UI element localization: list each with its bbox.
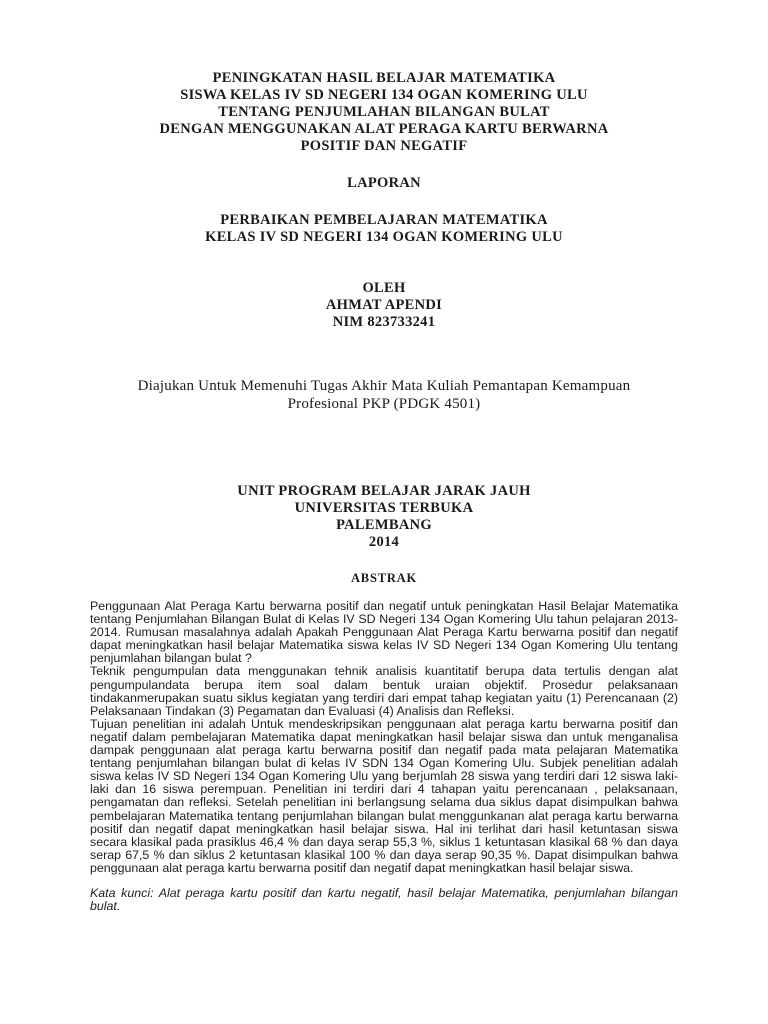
institution-university: UNIVERSITAS TERBUKA bbox=[294, 500, 474, 516]
title-line: POSITIF DAN NEGATIF bbox=[300, 138, 468, 154]
abstract-paragraph: Teknik pengumpulan data menggunakan tehnik analisis kuantitatif berupa data tertulis dengan alat pengumpulandata berupa item soal dalam bentuk uraian objektif. Prosedur pelaksanaan tindakanmerupakan suatu siklus kegiatan yang terdiri dari empat tahap kegiatan yaitu (1) Perencanaan (2) Pelaksanaan Tindakan (3) Pegamatan dan Evaluasi (4) Analisis dan Refleksi. bbox=[90, 664, 678, 718]
submission-line: Profesional PKP (PDGK 4501) bbox=[287, 396, 481, 412]
institution-city: PALEMBANG bbox=[336, 517, 432, 533]
institution-block bbox=[90, 483, 678, 551]
title-line: DENGAN MENGGUNAKAN ALAT PERAGA KARTU BERWARNA bbox=[159, 121, 609, 137]
abstract-paragraph: Penggunaan Alat Peraga Kartu berwarna positif dan negatif untuk peningkatan Hasil Belajar Matematika tentang Penjumlahan Bilangan Bulat di Kelas IV SD Negeri 134 Ogan Komering Ulu tahun pelajaran 2013-2014. Rumusan masalahnya adalah Apakah Penggunaan Alat Peraga Kartu berwarna positif dan negatif dapat meningkatkan hasil belajar Matematika siswa kelas IV SD Negeri 134 Ogan Komering Ulu tentang penjumlahan bilangan bulat ? bbox=[90, 599, 678, 666]
abstract-heading: ABSTRAK bbox=[350, 571, 418, 585]
title-line: SISWA KELAS IV SD NEGERI 134 OGAN KOMERING ULU bbox=[180, 87, 588, 103]
subtitle-line: KELAS IV SD NEGERI 134 OGAN KOMERING ULU bbox=[205, 229, 563, 245]
report-subtitle bbox=[90, 212, 678, 246]
author-by-label: OLEH bbox=[362, 280, 406, 296]
author-name: AHMAT APENDI bbox=[325, 297, 443, 313]
subtitle-line: PERBAIKAN PEMBELAJARAN MATEMATIKA bbox=[220, 212, 548, 228]
institution-year: 2014 bbox=[368, 534, 400, 550]
abstract-keywords: Kata kunci: Alat peraga kartu positif dan kartu negatif, hasil belajar Matematika, penjumlahan bilangan bulat. bbox=[90, 885, 678, 914]
abstract-paragraph: Tujuan penelitian ini adalah Untuk mendeskripsikan penggunaan alat peraga kartu berwarna positif dan negatif dalam pembelajaran Matematika dapat meningkatkan hasil belajar siswa dan untuk menganalisa dampak penggunaan alat peraga kartu berwarna positif dan negatif pada mata pelajaran Matematika tentang penjumlahan bilangan bulat di kelas IV SDN 134 Ogan Komering Ulu. Subjek penelitian adalah siswa kelas IV SD Negeri 134 Ogan Komering Ulu yang berjumlah 28 siswa yang terdiri dari 12 siswa laki-laki dan 16 siswa perempuan. Penelitian ini terdiri dari 4 tahapan yaitu perencanaan , pelaksanaan, pengamatan dan refleksi. Setelah penelitian ini berlangsung selama dua siklus dapat disimpulkan bahwa pembelajaran Matematika tentang penjumlahan bilangan bulat menggunkanan alat peraga kartu berwarna positif dan negatif dapat meningkatkan hasil belajar siswa. Hal ini terlihat dari hasil ketuntasan siswa secara klasikal pada prasiklus 46,4 % dan daya serap 55,3 %, siklus 1 ketuntasan klasikal 68 % dan daya serap 67,5 % dan siklus 2 ketuntasan klasikal 100 % dan daya serap 90,35 %. Dapat disimpulkan bahwa penggunaan alat peraga kartu berwarna positif dan negatif dapat meningkatkan hasil belajar siswa. bbox=[90, 716, 678, 875]
submission-statement bbox=[90, 377, 678, 413]
author-block bbox=[90, 280, 678, 331]
report-title bbox=[90, 70, 678, 155]
title-line: TENTANG PENJUMLAHAN BILANGAN BULAT bbox=[218, 104, 550, 120]
title-line: PENINGKATAN HASIL BELAJAR MATEMATIKA bbox=[212, 70, 556, 86]
abstract-body bbox=[90, 600, 678, 875]
institution-unit: UNIT PROGRAM BELAJAR JARAK JAUH bbox=[237, 483, 531, 499]
author-nim: NIM 823733241 bbox=[332, 314, 436, 330]
submission-line: Diajukan Untuk Memenuhi Tugas Akhir Mata Kuliah Pemantapan Kemampuan bbox=[137, 378, 631, 394]
report-label: LAPORAN bbox=[347, 175, 421, 191]
